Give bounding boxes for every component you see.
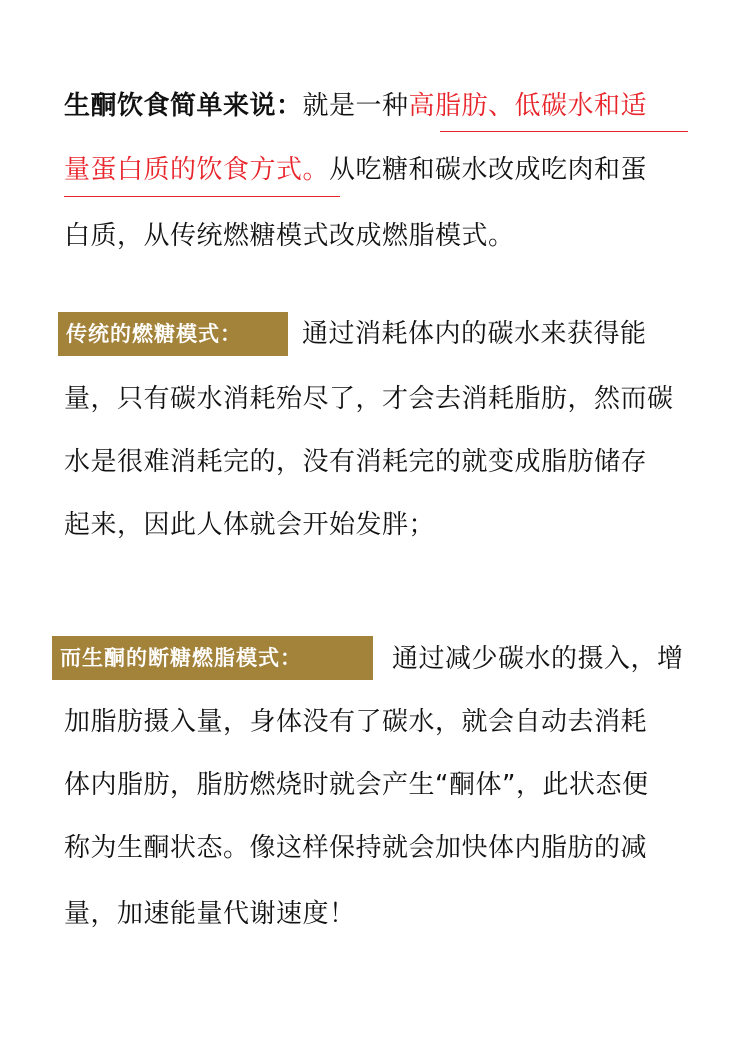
intro-text-3: 白质，从传统燃糖模式改成燃脂模式。 bbox=[64, 221, 515, 251]
keto-line-3: 体内脂肪，脂肪燃烧时就会产生“酮体”，此状态便 bbox=[64, 770, 649, 800]
keto-mode-badge: 而生酮的断糖燃脂模式： bbox=[52, 636, 373, 680]
intro-highlight-1: 高脂肪、低碳水和适 bbox=[408, 91, 648, 121]
highlight-underline-1 bbox=[440, 131, 688, 132]
keto-line-5: 量，加速能量代谢速度！ bbox=[64, 899, 356, 929]
traditional-line-3: 水是很难消耗完的，没有消耗完的就变成脂肪储存 bbox=[64, 447, 648, 477]
keto-line-2: 加脂肪摄入量，身体没有了碳水，就会自动去消耗 bbox=[64, 707, 648, 737]
intro-text-2: 从吃糖和碳水改成吃肉和蛋 bbox=[329, 155, 648, 185]
intro-highlight-2: 量蛋白质的饮食方式。 bbox=[64, 155, 330, 185]
keto-line-4: 称为生酮状态。像这样保持就会加快体内脂肪的减 bbox=[64, 833, 648, 863]
traditional-line-4: 起来，因此人体就会开始发胖； bbox=[64, 510, 436, 540]
traditional-mode-badge: 传统的燃糖模式： bbox=[58, 312, 288, 356]
intro-line-3 bbox=[64, 218, 515, 254]
intro-lead: 生酮饮食简单来说： bbox=[64, 91, 303, 121]
intro-line-2 bbox=[64, 152, 647, 188]
intro-text-1: 就是一种 bbox=[302, 91, 409, 121]
traditional-line-1: 通过消耗体内的碳水来获得能 bbox=[302, 319, 647, 349]
keto-line-1: 通过减少碳水的摄入，增 bbox=[392, 644, 684, 674]
traditional-line-2: 量，只有碳水消耗殆尽了，才会去消耗脂肪，然而碳 bbox=[64, 384, 674, 414]
intro-line-1 bbox=[64, 88, 647, 124]
highlight-underline-2 bbox=[64, 196, 340, 197]
